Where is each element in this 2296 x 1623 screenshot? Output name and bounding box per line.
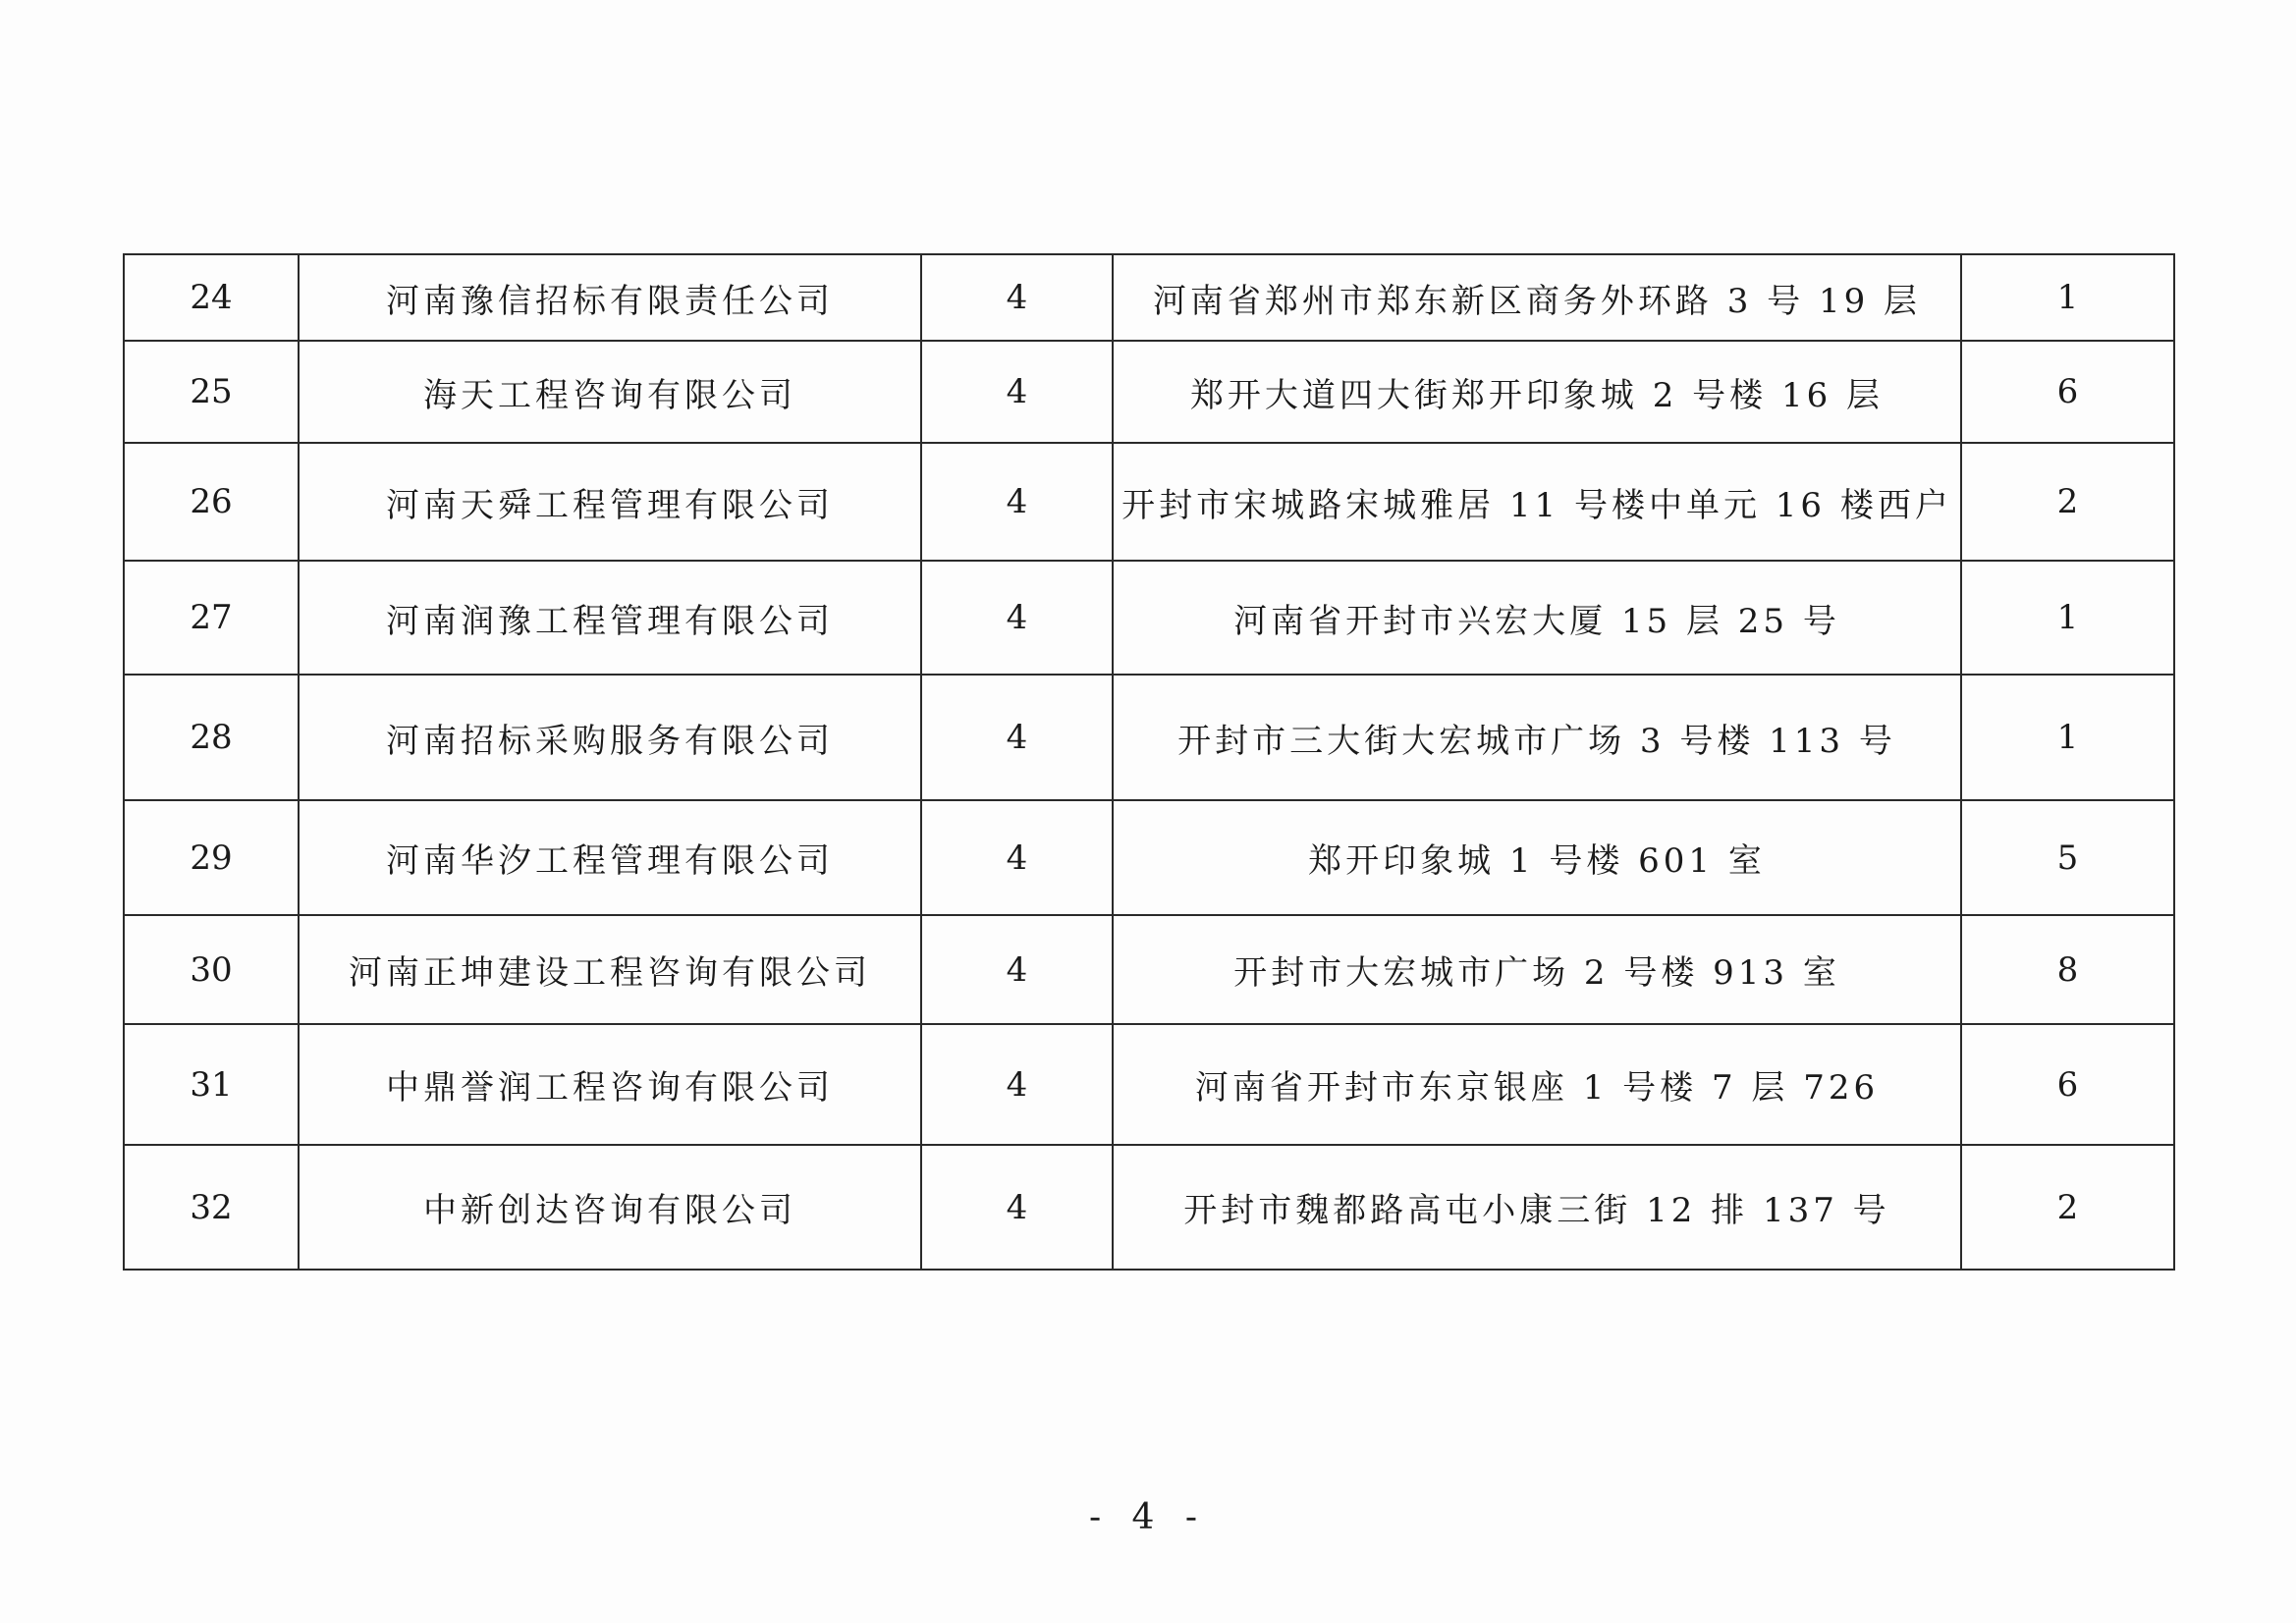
count-value: 5 bbox=[1961, 800, 2174, 915]
company-name: 河南润豫工程管理有限公司 bbox=[299, 561, 921, 675]
level-value: 4 bbox=[921, 1024, 1113, 1145]
row-number: 27 bbox=[124, 561, 299, 675]
level-value: 4 bbox=[921, 915, 1113, 1024]
row-number: 30 bbox=[124, 915, 299, 1024]
company-name: 河南招标采购服务有限公司 bbox=[299, 675, 921, 800]
count-value: 1 bbox=[1961, 675, 2174, 800]
count-value: 2 bbox=[1961, 443, 2174, 561]
company-name: 中鼎誉润工程咨询有限公司 bbox=[299, 1024, 921, 1145]
company-address: 郑开印象城 1 号楼 601 室 bbox=[1113, 800, 1961, 915]
company-address: 河南省开封市兴宏大厦 15 层 25 号 bbox=[1113, 561, 1961, 675]
table-row bbox=[124, 1145, 2174, 1270]
company-name: 河南天舜工程管理有限公司 bbox=[299, 443, 921, 561]
company-address: 开封市大宏城市广场 2 号楼 913 室 bbox=[1113, 915, 1961, 1024]
company-address: 河南省开封市东京银座 1 号楼 7 层 726 bbox=[1113, 1024, 1961, 1145]
company-address: 开封市魏都路高屯小康三街 12 排 137 号 bbox=[1113, 1145, 1961, 1270]
company-name: 河南豫信招标有限责任公司 bbox=[299, 254, 921, 341]
level-value: 4 bbox=[921, 800, 1113, 915]
company-name: 河南正坤建设工程咨询有限公司 bbox=[299, 915, 921, 1024]
row-number: 24 bbox=[124, 254, 299, 341]
company-address: 开封市宋城路宋城雅居 11 号楼中单元 16 楼西户 bbox=[1113, 443, 1961, 561]
row-number: 32 bbox=[124, 1145, 299, 1270]
company-name: 海天工程咨询有限公司 bbox=[299, 341, 921, 443]
row-number: 29 bbox=[124, 800, 299, 915]
level-value: 4 bbox=[921, 443, 1113, 561]
level-value: 4 bbox=[921, 341, 1113, 443]
table-row bbox=[124, 915, 2174, 1024]
level-value: 4 bbox=[921, 675, 1113, 800]
count-value: 1 bbox=[1961, 254, 2174, 341]
row-number: 25 bbox=[124, 341, 299, 443]
level-value: 4 bbox=[921, 1145, 1113, 1270]
table-row bbox=[124, 561, 2174, 675]
count-value: 6 bbox=[1961, 1024, 2174, 1145]
count-value: 8 bbox=[1961, 915, 2174, 1024]
company-name: 中新创达咨询有限公司 bbox=[299, 1145, 921, 1270]
count-value: 1 bbox=[1961, 561, 2174, 675]
company-address: 郑开大道四大街郑开印象城 2 号楼 16 层 bbox=[1113, 341, 1961, 443]
table-row bbox=[124, 341, 2174, 443]
table-row bbox=[124, 1024, 2174, 1145]
company-address: 河南省郑州市郑东新区商务外环路 3 号 19 层 bbox=[1113, 254, 1961, 341]
company-address: 开封市三大街大宏城市广场 3 号楼 113 号 bbox=[1113, 675, 1961, 800]
row-number: 28 bbox=[124, 675, 299, 800]
count-value: 6 bbox=[1961, 341, 2174, 443]
count-value: 2 bbox=[1961, 1145, 2174, 1270]
table-row bbox=[124, 675, 2174, 800]
table-row bbox=[124, 443, 2174, 561]
level-value: 4 bbox=[921, 561, 1113, 675]
table-row bbox=[124, 800, 2174, 915]
row-number: 31 bbox=[124, 1024, 299, 1145]
page-number: - 4 - bbox=[1088, 1497, 1208, 1538]
table-row bbox=[124, 254, 2174, 341]
row-number: 26 bbox=[124, 443, 299, 561]
company-name: 河南华汐工程管理有限公司 bbox=[299, 800, 921, 915]
company-table bbox=[123, 253, 2175, 1271]
level-value: 4 bbox=[921, 254, 1113, 341]
